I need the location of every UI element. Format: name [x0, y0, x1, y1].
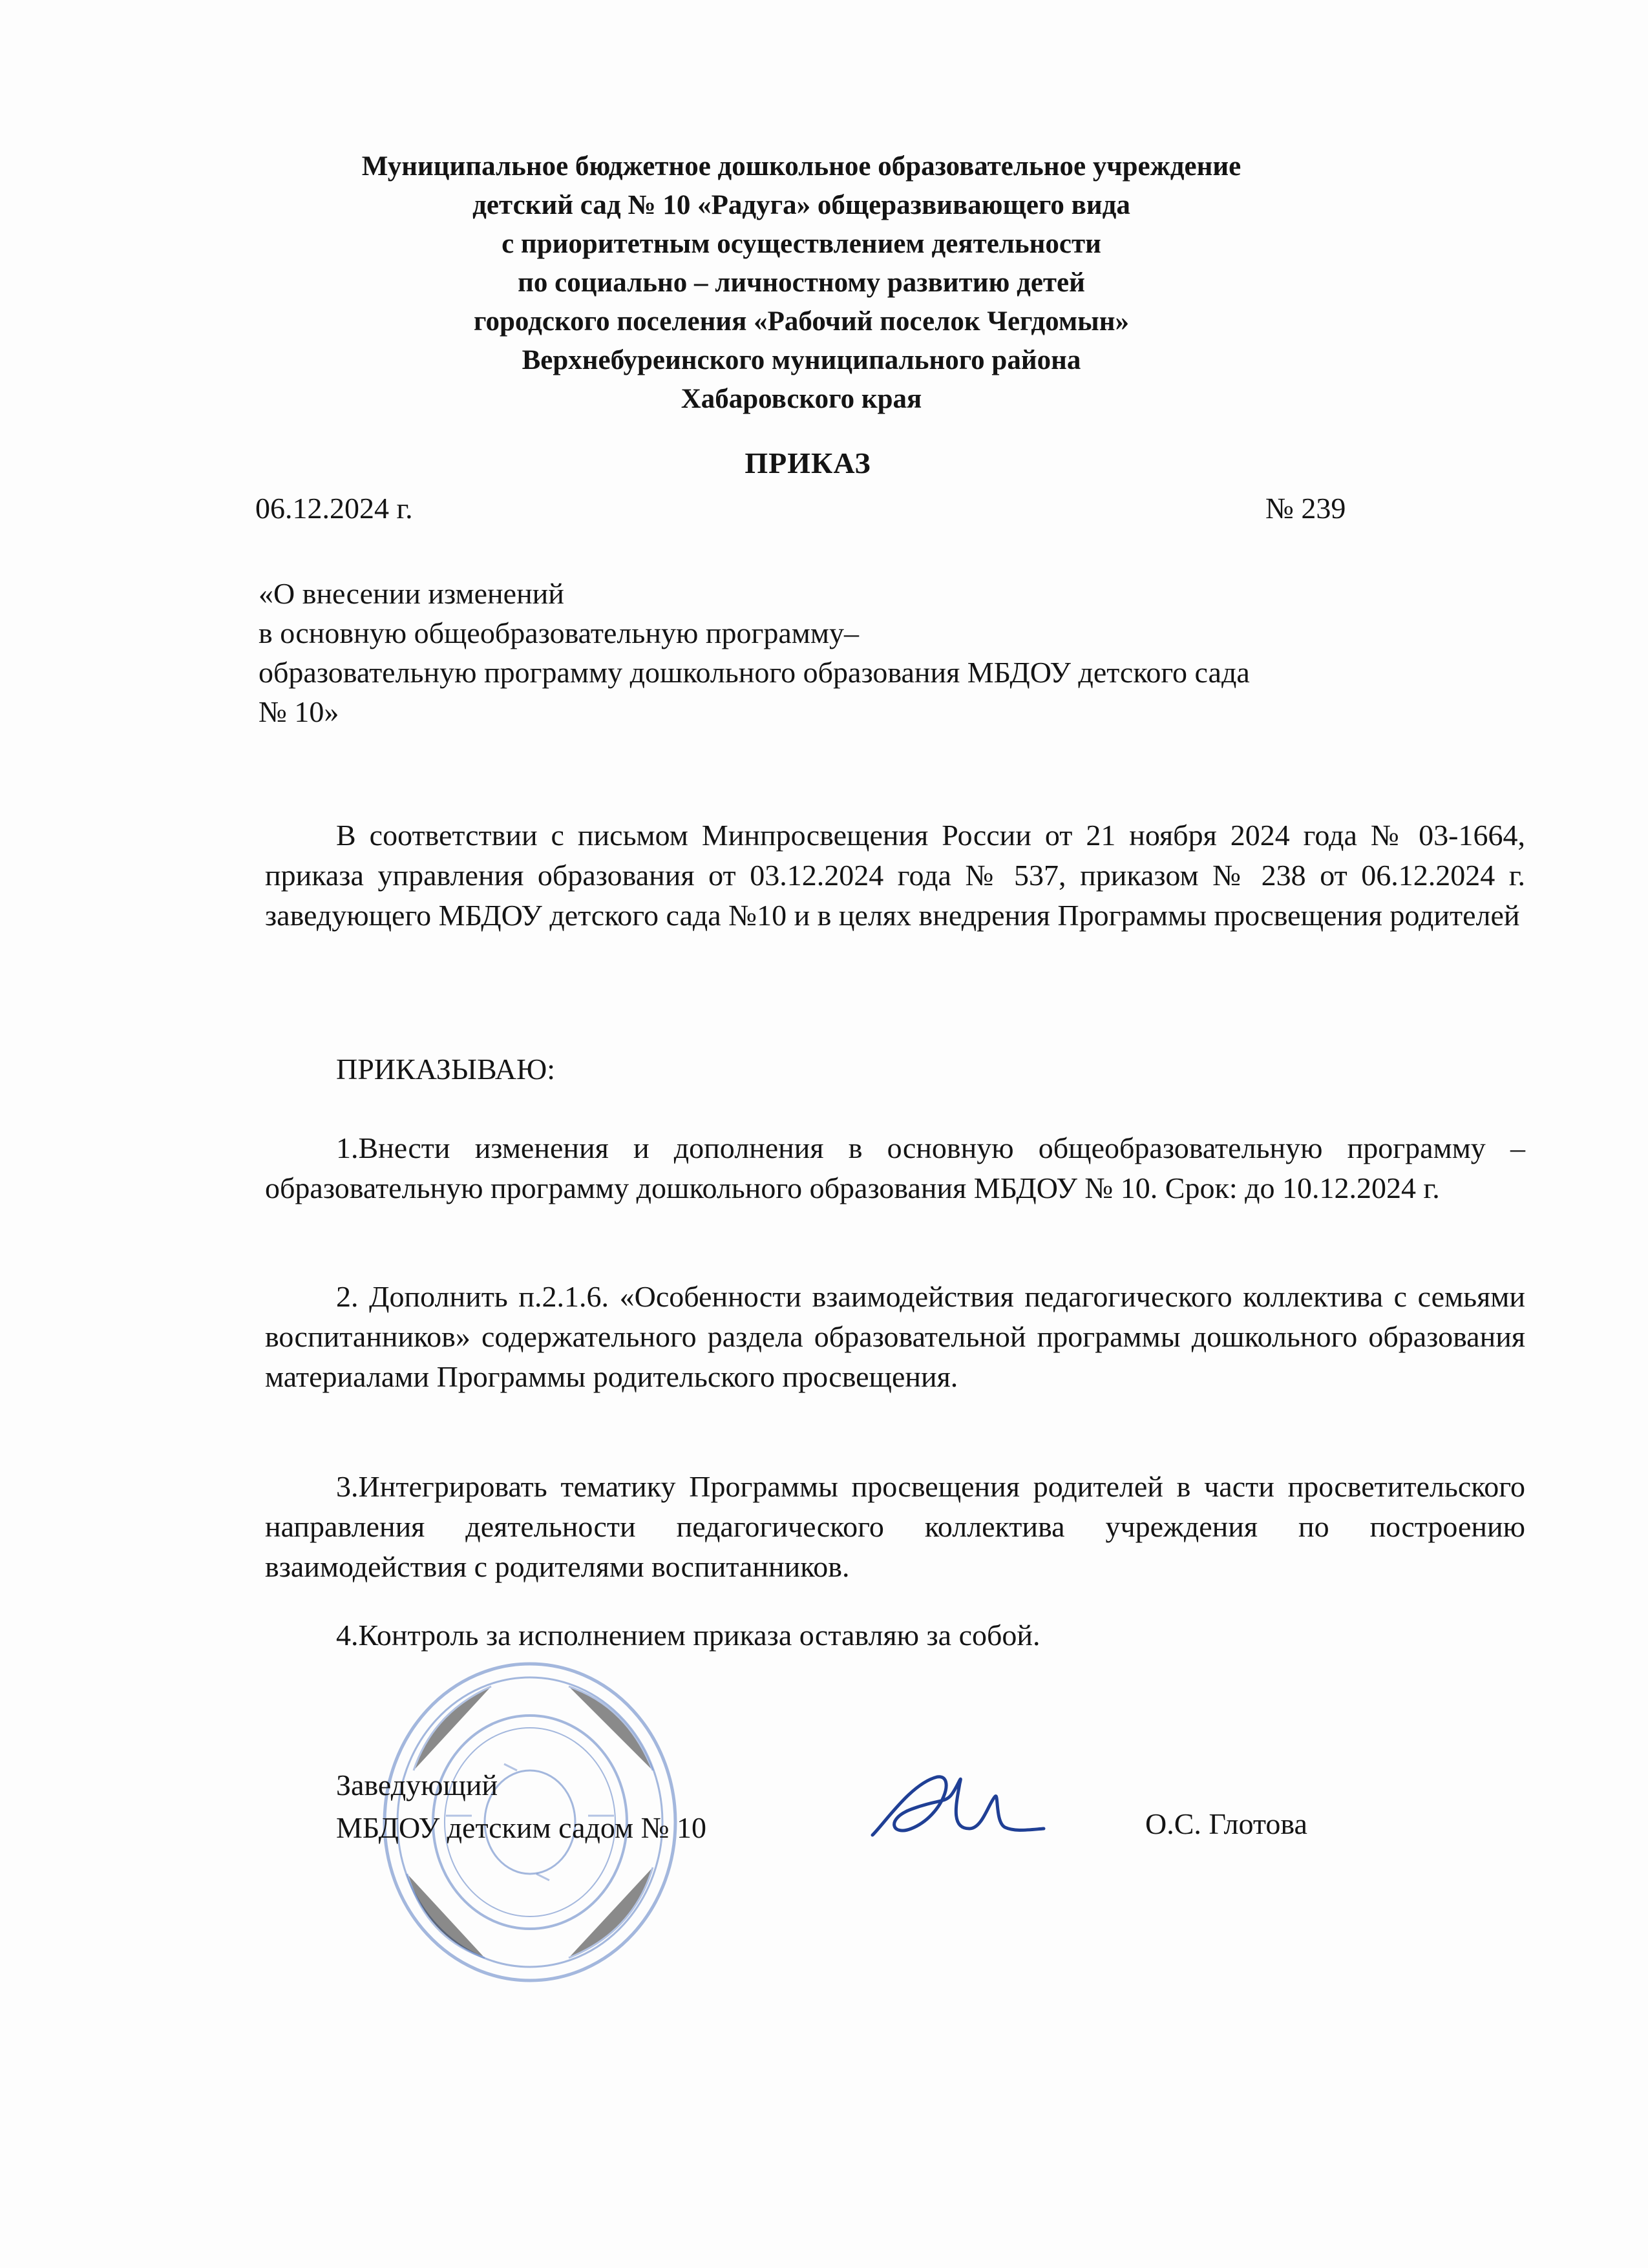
- order-subject: [259, 574, 1538, 731]
- subject-line: в основную общеобразовательную программу–: [259, 616, 859, 649]
- header-line: Хабаровского края: [681, 384, 922, 414]
- document-number: № 239: [1265, 492, 1346, 525]
- signatory-name: О.С. Глотова: [1145, 1807, 1307, 1840]
- order-item-4: 4.Контроль за исполнением приказа оставляю за собой.: [336, 1619, 1041, 1652]
- order-item-1: 1.Внести изменения и дополнения в основную общеобразовательную программу – образовательную программу дошкольного образования МБДОУ № 10. Срок: до 10.12.2024 г.: [265, 1131, 1525, 1204]
- document-title: ПРИКАЗ: [745, 446, 871, 479]
- header-line: Верхнебуреинского муниципального района: [522, 345, 1081, 375]
- header-line: с приоритетным осуществлением деятельности: [502, 229, 1101, 259]
- position-line: МБДОУ детским садом № 10: [336, 1811, 707, 1844]
- signatory-position: [336, 1764, 706, 1849]
- header-line: Муниципальное бюджетное дошкольное образовательное учреждение: [361, 151, 1241, 182]
- handwritten-signature: [866, 1758, 1047, 1861]
- subject-line: «О внесении изменений: [259, 577, 564, 610]
- header-line: детский сад № 10 «Радуга» общеразвивающего вида: [472, 190, 1130, 220]
- basis-paragraph: В соответствии с письмом Минпросвещения России от 21 ноября 2024 года № 03-1664, приказа управления образования от 03.12.2024 года № 537, приказом № 238 от 06.12.2024 г. заведующего МБДОУ детского сада №10 и в целях внедрения Программы просвещения родителей: [265, 819, 1525, 932]
- subject-line: № 10»: [259, 695, 339, 728]
- order-item-3: 3.Интегрировать тематику Программы просвещения родителей в части просветительского направления деятельности педагогического коллектива учреждения по построению взаимодействия с родителями воспитанников.: [265, 1470, 1525, 1583]
- order-item-2: 2. Дополнить п.2.1.6. «Особенности взаимодействия педагогического коллектива с семьями воспитанников» содержательного раздела образовательной программы дошкольного образования материалами Программы родительского просвещения.: [265, 1280, 1525, 1393]
- order-heading: ПРИКАЗЫВАЮ:: [336, 1053, 556, 1086]
- position-line: Заведующий: [336, 1769, 498, 1801]
- subject-line: образовательную программу дошкольного образования МБДОУ детского сада: [259, 656, 1250, 689]
- document-date: 06.12.2024 г.: [255, 492, 413, 525]
- header-line: городского поселения «Рабочий поселок Чегдомын»: [474, 306, 1129, 337]
- organization-header: [246, 147, 1357, 419]
- header-line: по социально – личностному развитию детей: [518, 268, 1085, 298]
